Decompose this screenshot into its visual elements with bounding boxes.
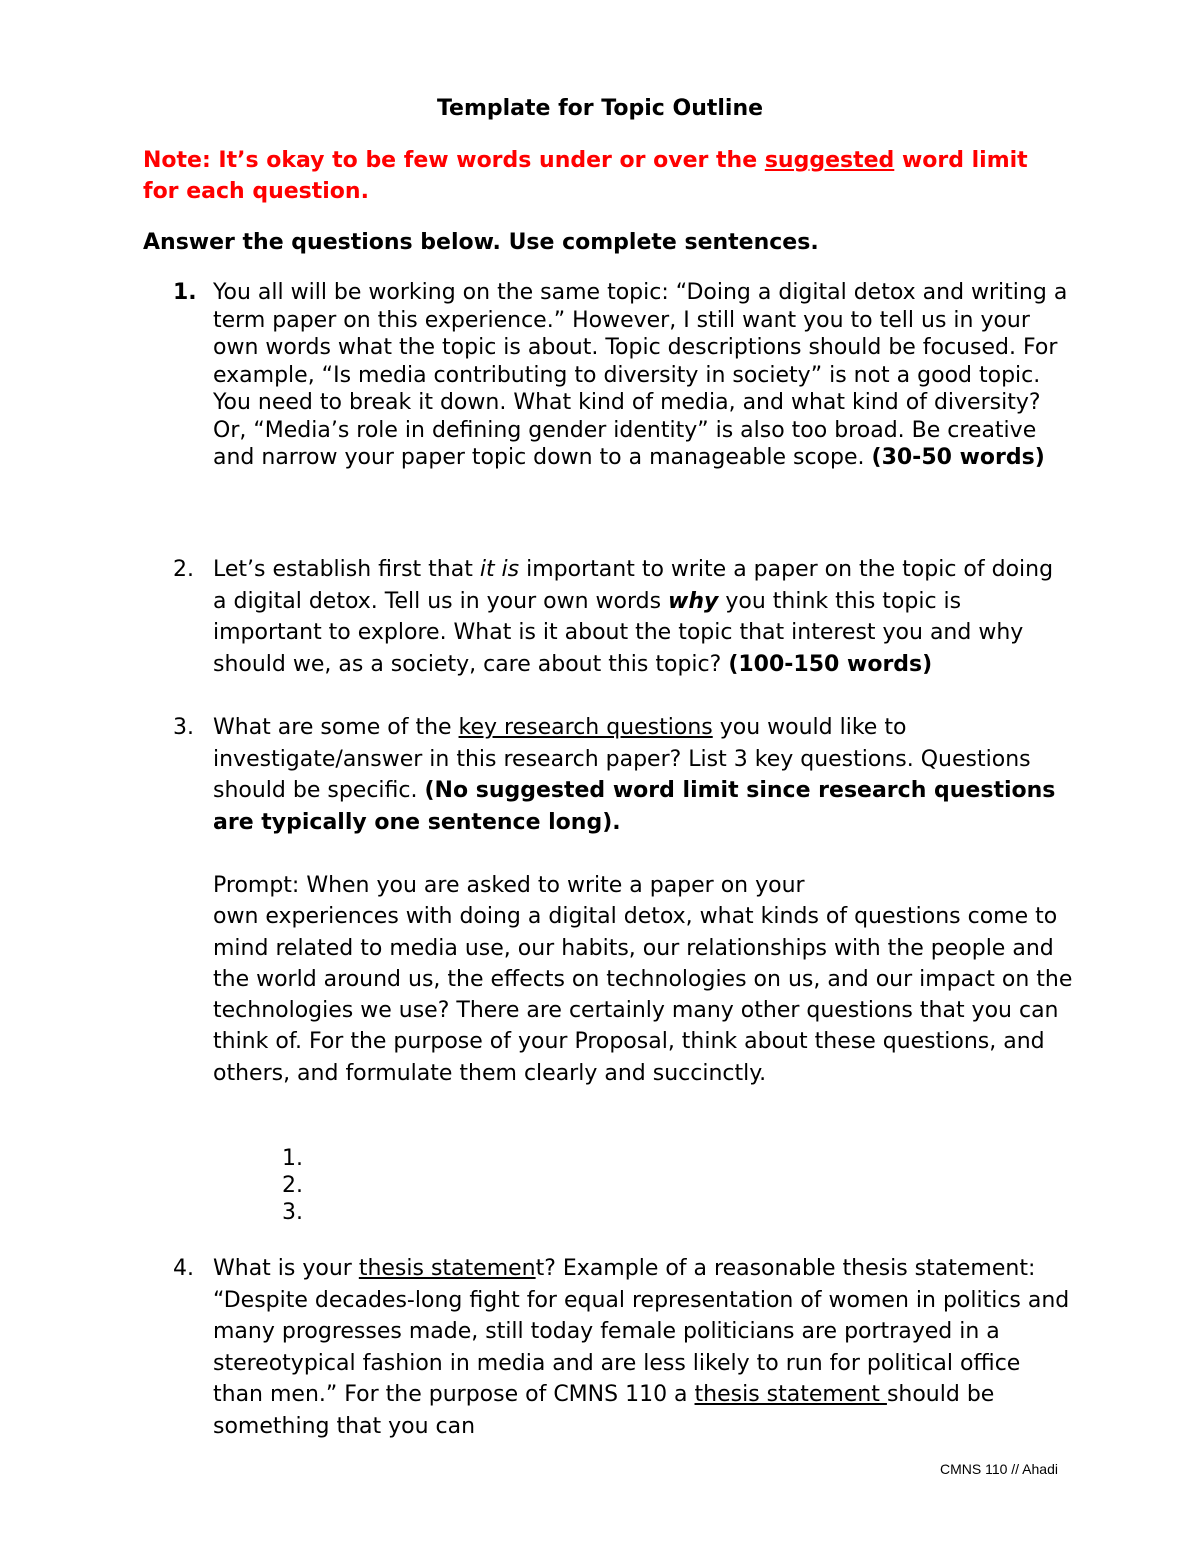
instruction-heading: Answer the questions below. Use complete sentences. [143,230,819,255]
note-underlined: suggested [764,148,895,173]
question-3 [173,712,1073,838]
question-2 [173,554,1073,680]
question-4-underlined-a: thesis statemen [358,1256,536,1281]
question-2-number: 2. [173,557,194,582]
question-4-text-a: What is your [213,1256,359,1281]
question-2-text-b: important to write a paper on the topic of doing a digital detox. Tell us in your own words [213,557,1054,614]
question-1-limit: (30-50 words) [871,445,1045,470]
prompt-paragraph [213,870,1073,1089]
question-3-text-a: What are some of the [213,715,459,740]
question-2-italic-a: it is [479,557,520,582]
question-4 [173,1253,1073,1442]
note-text: Note: It’s okay to be few words under or over the [143,148,765,173]
answer-item-1: 1. [282,1146,303,1171]
question-4-text-c: should be something that you can [213,1382,995,1439]
question-2-text-a: Let’s establish first that [213,557,480,582]
answer-list [282,1145,303,1226]
answer-item-2: 2. [282,1173,303,1198]
question-1-number: 1. [173,280,197,305]
question-3-limit: (No suggested word limit since research questions are typically one sentence long). [213,778,1056,835]
question-2-text-c: you think this topic is important to explore. What is it about the topic that interest you and why should we, as a society, care about this topic? [213,588,1024,677]
page-title: Template for Topic Outline [436,96,764,121]
note-text-end: word limit for each question. [143,148,1028,204]
question-3-underlined: key research questions [458,715,713,740]
answer-item-3: 3. [282,1200,303,1225]
note-paragraph [143,145,1063,207]
question-3-number: 3. [173,715,194,740]
question-2-italic-b: why [668,588,719,614]
question-4-text-b: t? Example of a reasonable thesis statement: “Despite decades-long fight for equal representation of women in politics and many progresses made, still today female politicians are portrayed in a stereotypical fashion in media and are less likely to run for political office than men.” For the purpose of CMNS 110 a [213,1256,1070,1407]
question-3-text-b: you would like to investigate/answer in this research paper? List 3 key questions. Questions should be specific. [213,715,1031,803]
question-1-text: You all will be working on the same topic: “Doing a digital detox and writing a term paper on this experience.” However, I still want you to tell us in your own words what the topic is about. Topic descriptions should be focused. For example, “Is media contributing to diversity in society” is not a good topic. You need to break it down. What kind of media, and what kind of diversity? Or, “Media’s role in defining gender identity” is also too broad. Be creative and narrow your paper topic down to a manageable scope. [213,280,1068,470]
question-1 [173,279,1073,472]
page-footer: CMNS 110 // Ahadi [939,1461,1058,1477]
question-2-limit: (100-150 words) [728,651,933,677]
question-4-underlined-b: thesis statement [694,1382,887,1407]
question-4-number: 4. [173,1256,194,1281]
prompt-line-1: Prompt: When you are asked to write a paper on your [213,873,805,898]
prompt-rest: own experiences with doing a digital detox, what kinds of questions come to mind related to media use, our habits, our relationships with the people and the world around us, the effects on technologies on us, and our impact on the technologies we use? There are certainly many other questions that you can think of. For the purpose of your Proposal, think about these questions, and others, and formulate them clearly and succinctly. [213,904,1073,1086]
